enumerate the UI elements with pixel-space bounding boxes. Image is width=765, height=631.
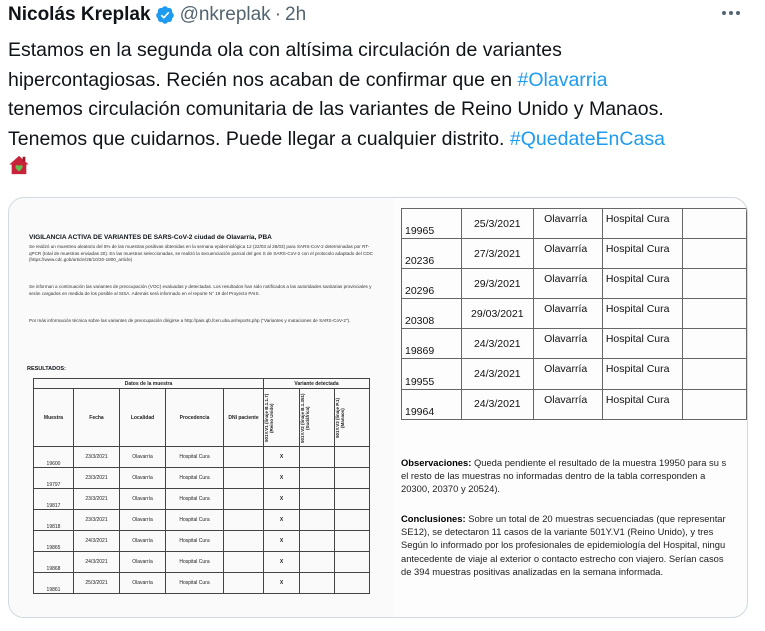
document-title: VIGILANCIA ACTIVA DE VARIANTES DE SARS-CoV-2 ciudad de Olavarría, PBA [29, 234, 272, 241]
table-row: 19797 23/3/2021 Olavarría Hospital Cura X [34, 468, 370, 489]
tweet-text-segment: Tenemos que cuidarnos. Puede llegar a cualquier distrito. [8, 127, 510, 150]
conclusions-text: Conclusiones: Sobre un total de 20 muestras secuenciadas (que representar SE12), se detectaron 11 casos de la variante 501Y.V1 (Reino Unido), y tres Según lo informado por los profesionales de epidemiología del Hospital, ningu antecedente de viaje al exterior o contacto estrecho con viajero. Serían casos de 394 muestras positivas analizadas en la semana informada. [401, 513, 726, 577]
observations-label: Observaciones: [401, 457, 472, 468]
document-paragraph: Se realizó un muestreo aleatorio del 5% de las muestras positivas obtenidas en la semana epidemiológica 12 (22/03 al 28/03) para SARS-CoV-2 determinadas por RT-qPCR (total de muestras enviadas 20). En las muestras seleccionadas, se realizó la secuenciación parcial del gen S de SARS-CoV-2 con el protocolo adaptado del CDC (https://www.cdc.gob/article/26/10/20-1800_article) [29, 244, 373, 263]
column-header: Procedencia [166, 389, 224, 447]
table-row: 19955 24/3/2021 Olavarría Hospital Cura [402, 359, 747, 389]
variant-column-header: 501Y.V1 (linaje B.1.1.7) (Reino Unido) [264, 389, 300, 447]
table-group-header: Datos de la muestra [34, 379, 264, 389]
tweet-text-line [8, 125, 758, 155]
table-row: 19965 25/3/2021 Olavarría Hospital Cura [402, 209, 747, 239]
tweet-text-segment: hipercontagiosas. Recién nos acaban de confirmar que en [8, 68, 518, 91]
column-header: DNI paciente [224, 389, 264, 447]
table-row: 19869 24/3/2021 Olavarría Hospital Cura [402, 329, 747, 359]
attached-image[interactable] [8, 197, 748, 618]
column-header: Localidad [120, 389, 166, 447]
table-row: 19817 23/3/2021 Olavarría Hospital Cura X [34, 489, 370, 510]
table-row: 19818 23/3/2021 Olavarría Hospital Cura X [34, 510, 370, 531]
table-row: 20296 29/3/2021 Olavarría Hospital Cura [402, 269, 747, 299]
column-header: Fecha [74, 389, 120, 447]
tweet-header [8, 2, 306, 28]
hashtag-olavarria-link[interactable]: #Olavarria [517, 68, 608, 91]
table-group-header: Variante detectada [264, 379, 370, 389]
tweet-text-line [8, 66, 758, 96]
table-row: 19868 24/3/2021 Olavarría Hospital Cura X [34, 552, 370, 573]
column-header: Muestra [34, 389, 74, 447]
document-paragraph: Se informan a continuación las variantes de preocupación (VOC) evaluadas y detectadas. Los resultados han sido notificados a las autoridades sanitarias provinciales y serán cargados en medida de los posible al SISA. Además será informado en el reporte N° 19 del Proyecto PAIS. [29, 284, 372, 296]
separator-dot: · [274, 4, 282, 25]
results-table-left [33, 378, 370, 594]
tweet-text-line: Estamos en la segunda ola con altísima circulación de variantes [8, 39, 562, 61]
table-row: 19861 25/3/2021 Olavarría Hospital Cura X [34, 573, 370, 594]
observations-text: Observaciones: Queda pendiente el resultado de la muestra 19950 para su s el resto de las muestras no informadas dentro de la tabla corresponden a 20300, 20370 y 20524). [401, 457, 727, 494]
verified-badge-icon [155, 5, 175, 25]
table-row: 19600 23/3/2021 Olavarría Hospital Cura X [34, 447, 370, 468]
more-options-icon[interactable] [717, 2, 745, 24]
table-row: 20236 27/3/2021 Olavarría Hospital Cura [402, 239, 747, 269]
results-label: RESULTADOS: [27, 366, 66, 372]
table-row: 20308 29/03/2021 Olavarría Hospital Cura [402, 299, 747, 329]
table-row: 19865 24/3/2021 Olavarría Hospital Cura X [34, 531, 370, 552]
house-with-heart-icon [8, 154, 30, 176]
tweet-text [8, 36, 758, 176]
table-row: 19964 24/3/2021 Olavarría Hospital Cura [402, 389, 747, 419]
variant-column-header: 501Y.V2 (linaje B.1.351) (Sudáfrica) [300, 389, 335, 447]
author-name[interactable]: Nicolás Kreplak [8, 4, 151, 25]
conclusions-label: Conclusiones: [401, 513, 466, 524]
document-left-page [9, 198, 394, 618]
document-paragraph: Por más información técnica sobre las variantes de preocupación dirigirse a http://pais.qb.fcen.uba.ar/reports.php ("Variantes y mutaciones de SARS-CoV-2"). [29, 318, 351, 323]
author-handle[interactable]: @nkreplak [179, 4, 271, 25]
results-table-right [401, 208, 747, 420]
tweet-timestamp[interactable]: 2h [285, 4, 307, 25]
tweet-text-line: tenemos circulación comunitaria de las variantes de Reino Unido y Manaos. [8, 98, 664, 120]
variant-column-header: 501Y.V3 (linaje P.1) (Manaos) [335, 389, 370, 447]
hashtag-quedateencasa-link[interactable]: #QuedateEnCasa [509, 127, 665, 150]
